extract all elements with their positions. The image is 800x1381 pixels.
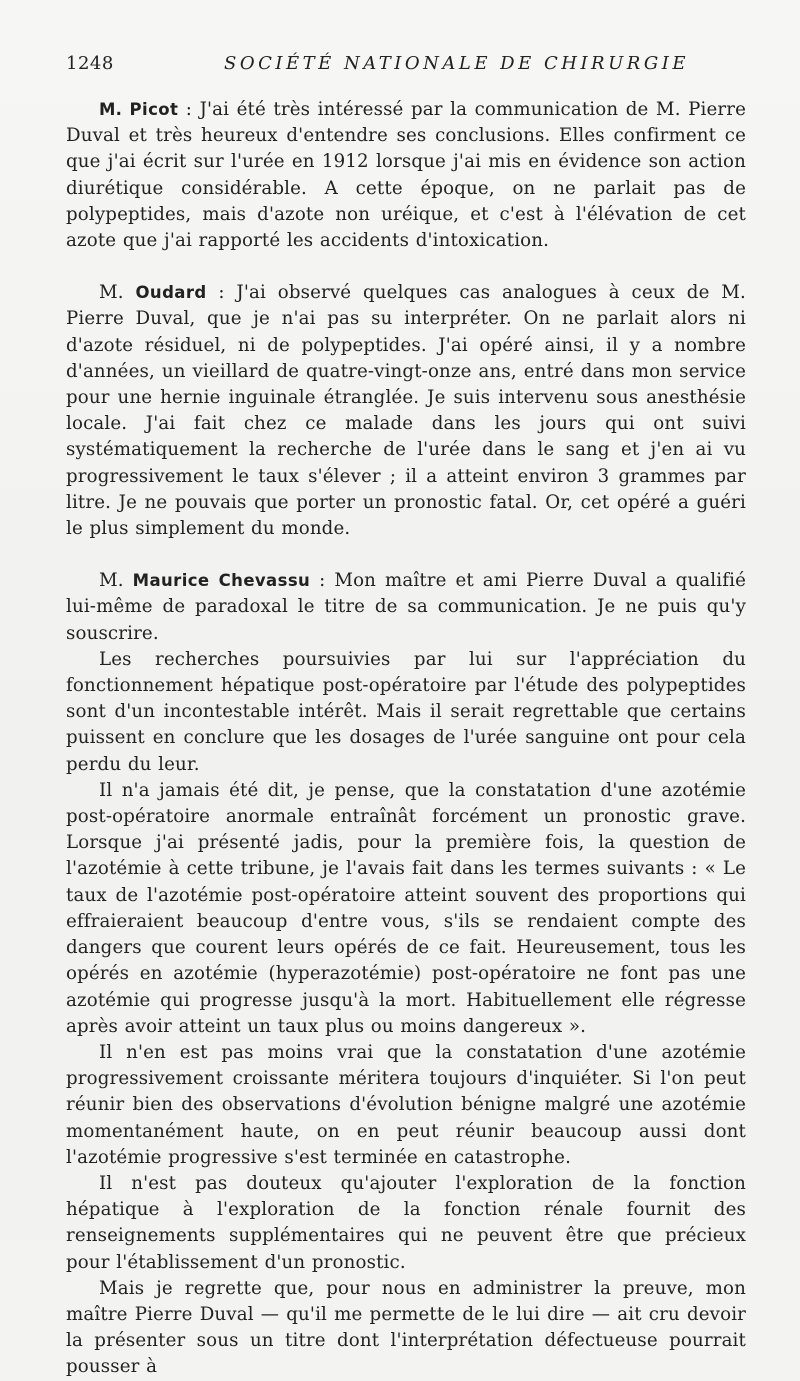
paragraph-text: : J'ai observé quelques cas analogues à ceux de M. Pierre Duval, que je n'ai pas su interpréter. On ne parlait alors ni d'azote résiduel, ni de polypeptides. J'ai opéré ainsi, il y a nombre d'années, un vieillard de quatre-vingt-onze ans, entré dans mon service pour une hernie inguinale étranglée. Je suis intervenu sous anesthésie locale. J'ai fait chez ce malade dans les jours qui ont suivi systématiquement la recherche de l'urée dans le sang et j'en ai vu progressivement le taux s'élever ; il a atteint environ 3 grammes par litre. Je ne pouvais que porter un pronostic fatal. Or, cet opéré a guéri le plus simplement du monde. xyxy=(66,282,746,540)
paragraph: Il n'est pas douteux qu'ajouter l'exploration de la fonction hépatique à l'exploration de la fonction rénale fournit des renseignements supplémentaires qui ne peuvent être que précieux pour l'établissement d'un pronostic. xyxy=(66,1172,746,1273)
paragraph: Il n'a jamais été dit, je pense, que la constatation d'une azotémie post-opératoire anormale entraînât forcément un pronostic grave. Lorsque j'ai présenté jadis, pour la première fois, la question de l'azotémie à cette tribune, je l'avais fait dans les termes suivants : « Le taux de l'azotémie post-opératoire atteint souvent des proportions qui effraieraient beaucoup d'entre vous, s'ils se rendaient compte des dangers que courent leurs opérés de ce fait. Heureusement, tous les opérés en azotémie (hyperazotémie) post-opératoire ne font pas une azotémie qui progresse jusqu'à la mort. Habituellement elle régresse après avoir atteint un taux plus ou moins dangereux ». xyxy=(66,779,746,1037)
speaker-name: Picot xyxy=(129,100,179,119)
paragraph-text: : Mon maître et ami Pierre Duval a qualifié lui-même de paradoxal le titre de sa communication. Je ne puis qu'y souscrire. xyxy=(66,570,747,644)
speaker-name: Oudard xyxy=(135,283,207,303)
paragraph-text: : J'ai été très intéressé par la communication de M. Pierre Duval et très heureux d'entendre ses conclusions. Elles confirment ce que j'ai écrit sur l'urée en 1912 lorsque j'ai mis en évidence son action diurétique considérable. A cette époque, on ne parlait pas de polypeptides, mais d'azote non uréique, et c'est à l'élévation de cet azote que j'ai rapporté les accidents d'intoxication. xyxy=(66,99,746,252)
page-number: 1248 xyxy=(66,53,114,74)
paragraph-oudard xyxy=(66,280,746,542)
paragraph-chevassu xyxy=(66,568,746,647)
body-text xyxy=(66,97,746,1381)
paragraph: Les recherches poursuivies par lui sur l'appréciation du fonctionnement hépatique post-opératoire par l'étude des polypeptides sont d'un incontestable intérêt. Mais il serait regrettable que certains puissent en conclure que les dosages de l'urée sanguine ont pour cela perdu du leur. xyxy=(66,648,746,775)
speaker-prefix: M. xyxy=(99,100,122,119)
running-title: SOCIÉTÉ NATIONALE DE CHIRURGIE xyxy=(224,53,689,74)
paragraph: Mais je regrette que, pour nous en administrer la preuve, mon maître Pierre Duval — qu'il me permette de le lui dire — ait cru devoir la présenter sous un titre dont l'interprétation défectueuse pourrait pousser à xyxy=(66,1277,746,1378)
speaker-prefix: M. xyxy=(99,282,124,304)
speaker-name: Maurice Chevassu xyxy=(132,571,311,591)
speaker-prefix: M. xyxy=(99,570,124,592)
paragraph: Il n'en est pas moins vrai que la constatation d'une azotémie progressivement croissante méritera toujours d'inquiéter. Si l'on peut réunir bien des observations d'évolution bénigne malgré une azotémie momentanément haute, on en peut réunir beaucoup aussi dont l'azotémie progressive s'est terminée en catastrophe. xyxy=(66,1041,746,1168)
paragraph-picot xyxy=(66,97,746,254)
page-header xyxy=(66,52,746,76)
